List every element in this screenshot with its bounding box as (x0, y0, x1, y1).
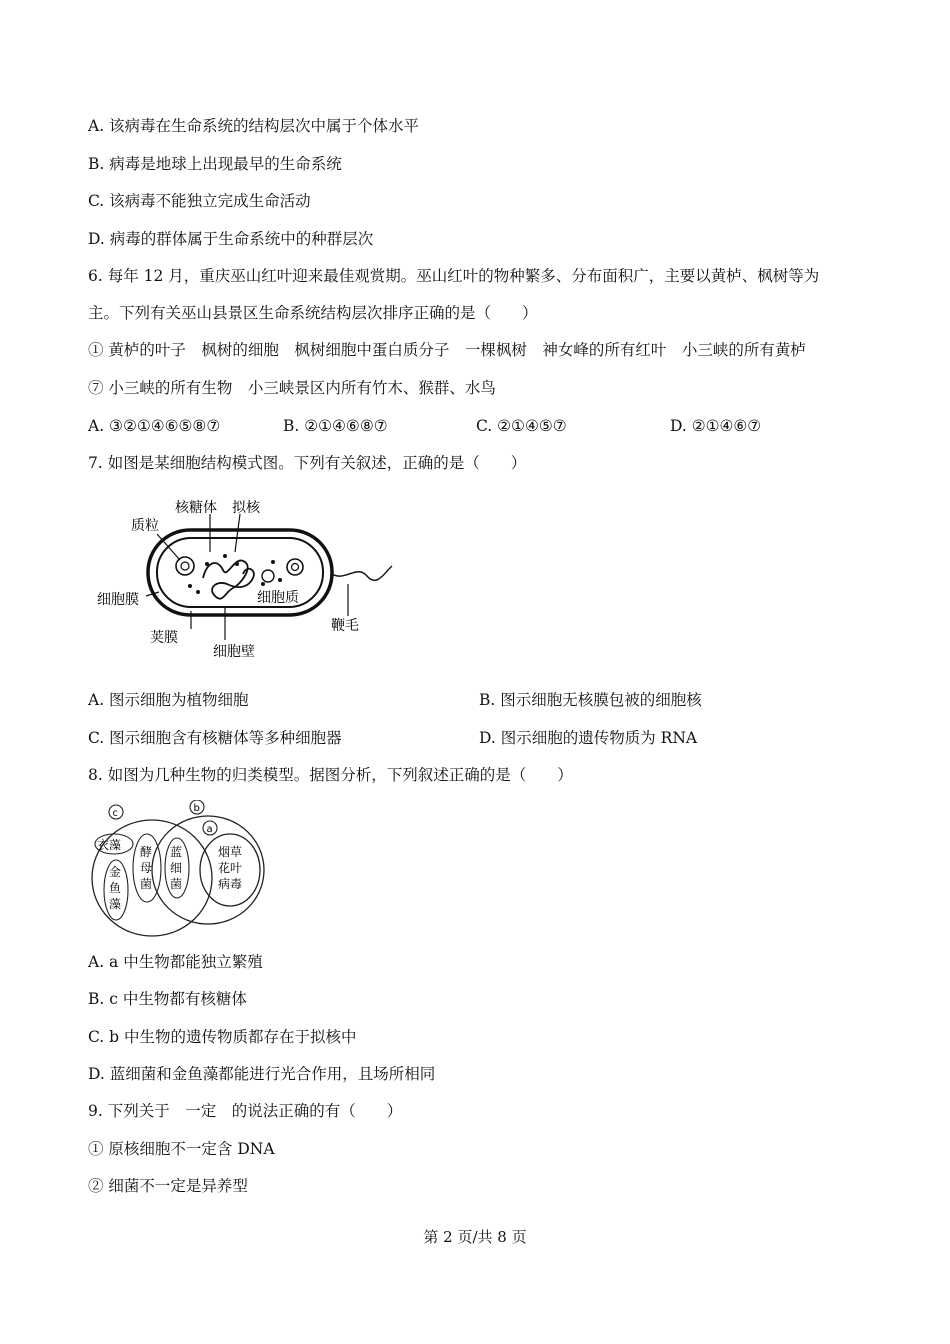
q8-option-b: B. c 中生物都有核糖体 (88, 990, 247, 1008)
q8-option-a: A. a 中生物都能独立繁殖 (88, 953, 263, 971)
classification-model-figure (90, 800, 270, 940)
organism-hornwort-2: 鱼 (109, 881, 122, 895)
q7-option-d: D. 图示细胞的遗传物质为 RNA (479, 729, 698, 747)
q8-option-c: C. b 中生物的遗传物质都存在于拟核中 (88, 1028, 357, 1046)
prokaryotic-cell-figure (95, 492, 415, 670)
organism-yeast-1: 酵 (140, 845, 153, 859)
q6-stem-line2: 主。下列有关巫山县景区生命系统结构层次排序正确的是（ ） (88, 304, 538, 322)
label-wall: 细胞壁 (213, 644, 255, 660)
q9-item-2: ② 细菌不一定是异养型 (88, 1177, 248, 1195)
q7-option-b: B. 图示细胞无核膜包被的细胞核 (479, 691, 702, 709)
q7-option-a: A. 图示细胞为植物细胞 (88, 691, 249, 709)
label-ribosome: 核糖体 (175, 500, 217, 516)
label-a: a (206, 824, 213, 835)
organism-yeast-2: 母 (140, 861, 153, 875)
organism-tmv-2: 花叶 (218, 861, 243, 875)
organism-cyanobacteria-2: 细 (170, 861, 183, 875)
organism-tmv-3: 病毒 (218, 877, 243, 891)
organism-chlamydomonas: 衣藻 (97, 838, 122, 852)
organism-cyanobacteria-1: 蓝 (170, 845, 183, 859)
organism-tmv-1: 烟草 (218, 845, 243, 859)
label-c: c (112, 808, 118, 819)
label-cytoplasm: 细胞质 (257, 590, 299, 606)
q6-items-line2: ⑦ 小三峡的所有生物 小三峡景区内所有竹木、猴群、水鸟 (88, 379, 496, 397)
label-plasmid: 质粒 (131, 518, 159, 534)
page-footer: 第 2 页/共 8 页 (423, 1228, 527, 1246)
q5-option-a: A. 该病毒在生命系统的结构层次中属于个体水平 (88, 117, 420, 135)
q5-option-b: B. 病毒是地球上出现最早的生命系统 (88, 155, 342, 173)
q5-option-d: D. 病毒的群体属于生命系统中的种群层次 (88, 230, 374, 248)
organism-hornwort-1: 金 (109, 865, 122, 879)
q6-option-c: C. ②①④⑤⑦ (476, 417, 567, 435)
label-membrane: 细胞膜 (97, 592, 139, 608)
q6-option-a: A. ③②①④⑥⑤⑧⑦ (88, 417, 221, 435)
q6-items-line1: ① 黄栌的叶子 枫树的细胞 枫树细胞中蛋白质分子 一棵枫树 神女峰的所有红叶 小三峡的所有黄栌 (88, 341, 806, 359)
q6-stem-line1: 6. 每年 12 月，重庆巫山红叶迎来最佳观赏期。巫山红叶的物种繁多、分布面积广，主要以黄栌、枫树等为 (88, 267, 820, 285)
q8-stem: 8. 如图为几种生物的归类模型。据图分析，下列叙述正确的是（ ） (88, 766, 573, 784)
label-b: b (193, 803, 200, 814)
label-nucleoid: 拟核 (232, 500, 260, 516)
q6-option-d: D. ②①④⑥⑦ (670, 417, 762, 435)
organism-hornwort-3: 藻 (109, 897, 122, 911)
q6-option-b: B. ②①④⑥⑧⑦ (283, 417, 388, 435)
q9-item-1: ① 原核细胞不一定含 DNA (88, 1140, 275, 1158)
q9-stem: 9. 下列关于 一定 的说法正确的有（ ） (88, 1102, 403, 1120)
organism-yeast-3: 菌 (140, 877, 153, 891)
q5-option-c: C. 该病毒不能独立完成生命活动 (88, 192, 311, 210)
label-capsule: 荚膜 (150, 630, 178, 646)
organism-cyanobacteria-3: 菌 (170, 877, 183, 891)
label-flagellum: 鞭毛 (331, 618, 359, 634)
q7-stem: 7. 如图是某细胞结构模式图。下列有关叙述，正确的是（ ） (88, 454, 527, 472)
q8-option-d: D. 蓝细菌和金鱼藻都能进行光合作用，且场所相同 (88, 1065, 436, 1083)
q7-option-c: C. 图示细胞含有核糖体等多种细胞器 (88, 729, 342, 747)
